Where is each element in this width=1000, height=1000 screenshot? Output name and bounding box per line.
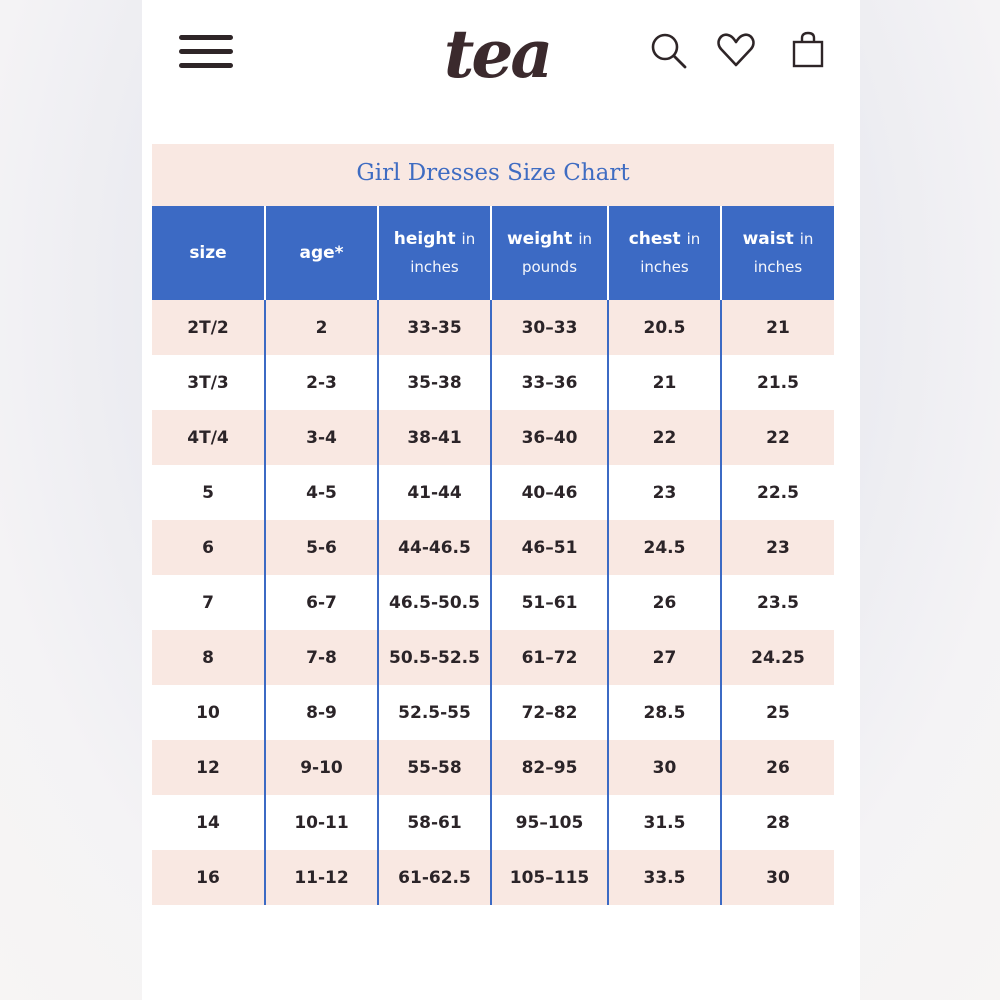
size-chart-table: [152, 206, 834, 905]
heart-icon[interactable]: [716, 30, 756, 70]
table-cell: 24.25: [721, 630, 834, 685]
table-cell: 82–95: [491, 740, 608, 795]
table-cell: 21: [721, 300, 834, 355]
table-cell: 35-38: [378, 355, 491, 410]
column-header: waist in inches: [721, 206, 834, 300]
table-cell: 33-35: [378, 300, 491, 355]
table-row: [152, 575, 834, 630]
search-icon[interactable]: [648, 30, 688, 70]
table-cell: 30: [721, 850, 834, 905]
table-cell: 30–33: [491, 300, 608, 355]
table-cell: 7-8: [265, 630, 378, 685]
table-cell: 105–115: [491, 850, 608, 905]
table-body: [152, 300, 834, 905]
brand-logo[interactable]: tea: [443, 15, 551, 93]
bag-icon[interactable]: [788, 30, 828, 70]
table-cell: 10: [152, 685, 265, 740]
table-cell: 10-11: [265, 795, 378, 850]
table-cell: 23: [721, 520, 834, 575]
table-cell: 61-62.5: [378, 850, 491, 905]
table-cell: 46–51: [491, 520, 608, 575]
table-row: [152, 520, 834, 575]
table-cell: 58-61: [378, 795, 491, 850]
table-cell: 52.5-55: [378, 685, 491, 740]
table-cell: 6-7: [265, 575, 378, 630]
table-cell: 31.5: [608, 795, 721, 850]
table-row: [152, 410, 834, 465]
column-header: age*: [265, 206, 378, 300]
table-header-row: [152, 206, 834, 300]
table-cell: 22.5: [721, 465, 834, 520]
table-cell: 5-6: [265, 520, 378, 575]
table-row: [152, 355, 834, 410]
column-header: weight in pounds: [491, 206, 608, 300]
table-cell: 72–82: [491, 685, 608, 740]
table-cell: 12: [152, 740, 265, 795]
table-cell: 33–36: [491, 355, 608, 410]
table-cell: 22: [721, 410, 834, 465]
column-header: size: [152, 206, 265, 300]
table-cell: 14: [152, 795, 265, 850]
table-cell: 6: [152, 520, 265, 575]
table-cell: 23: [608, 465, 721, 520]
table-row: [152, 465, 834, 520]
table-cell: 36–40: [491, 410, 608, 465]
table-cell: 3-4: [265, 410, 378, 465]
table-cell: 20.5: [608, 300, 721, 355]
column-header: height in inches: [378, 206, 491, 300]
table-cell: 5: [152, 465, 265, 520]
chart-title: Girl Dresses Size Chart: [356, 160, 630, 186]
menu-icon[interactable]: [179, 32, 235, 72]
column-header: chest in inches: [608, 206, 721, 300]
table-row: [152, 300, 834, 355]
table-cell: 41-44: [378, 465, 491, 520]
table-row: [152, 850, 834, 905]
table-cell: 38-41: [378, 410, 491, 465]
table-cell: 21.5: [721, 355, 834, 410]
table-cell: 46.5-50.5: [378, 575, 491, 630]
table-cell: 2T/2: [152, 300, 265, 355]
table-cell: 2: [265, 300, 378, 355]
table-cell: 61–72: [491, 630, 608, 685]
table-cell: 28: [721, 795, 834, 850]
table-cell: 21: [608, 355, 721, 410]
table-cell: 26: [608, 575, 721, 630]
table-cell: 51–61: [491, 575, 608, 630]
table-cell: 2-3: [265, 355, 378, 410]
table-cell: 25: [721, 685, 834, 740]
table-row: [152, 795, 834, 850]
chart-title-band: [152, 144, 834, 206]
table-cell: 27: [608, 630, 721, 685]
table-cell: 4T/4: [152, 410, 265, 465]
table-cell: 9-10: [265, 740, 378, 795]
phone-screen: [142, 0, 860, 1000]
table-cell: 11-12: [265, 850, 378, 905]
table-row: [152, 630, 834, 685]
table-cell: 33.5: [608, 850, 721, 905]
table-cell: 95–105: [491, 795, 608, 850]
table-cell: 24.5: [608, 520, 721, 575]
table-cell: 3T/3: [152, 355, 265, 410]
table-cell: 7: [152, 575, 265, 630]
table-cell: 55-58: [378, 740, 491, 795]
table-cell: 30: [608, 740, 721, 795]
table-row: [152, 740, 834, 795]
table-cell: 22: [608, 410, 721, 465]
table-cell: 44-46.5: [378, 520, 491, 575]
table-cell: 8: [152, 630, 265, 685]
table-cell: 50.5-52.5: [378, 630, 491, 685]
table-cell: 8-9: [265, 685, 378, 740]
table-row: [152, 685, 834, 740]
table-cell: 40–46: [491, 465, 608, 520]
table-cell: 26: [721, 740, 834, 795]
table-cell: 16: [152, 850, 265, 905]
table-cell: 4-5: [265, 465, 378, 520]
table-cell: 28.5: [608, 685, 721, 740]
table-cell: 23.5: [721, 575, 834, 630]
